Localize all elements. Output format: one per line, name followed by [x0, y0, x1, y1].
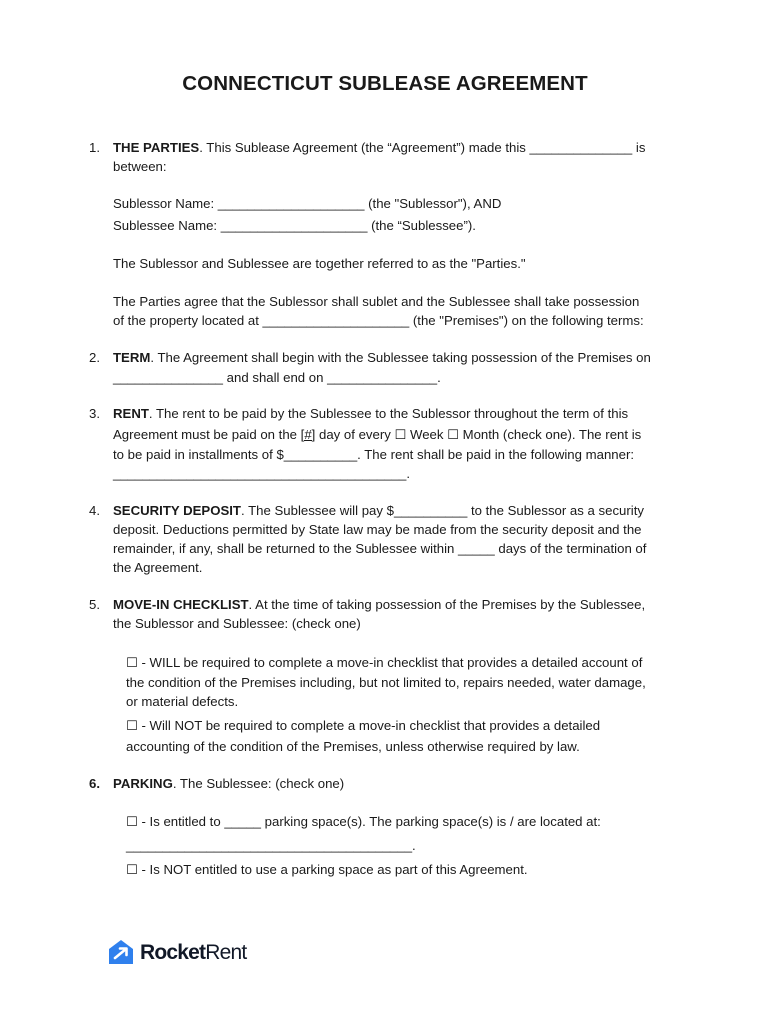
section-number: 1. [89, 140, 100, 155]
section-line: SECURITY DEPOSIT. The Sublessee will pay $__________ to the Sublessor as a security [113, 503, 644, 518]
rocket-icon [107, 939, 135, 968]
section-line: MOVE-IN CHECKLIST. At the time of taking possession of the Premises by the Sublessee, [113, 597, 646, 612]
section-line: PARKING. The Sublessee: (check one) [113, 776, 345, 791]
section-line: the Agreement. [113, 560, 203, 575]
section-line: or material defects. [126, 694, 239, 709]
section-heading: SECURITY DEPOSIT [113, 503, 241, 518]
section-number: 4. [89, 503, 100, 518]
checklist-option-will-not: ☐ - Will NOT be required to complete a move-in checklist that provides a detailed [126, 718, 601, 733]
section-line: the Sublessor and Sublessee: (check one) [113, 616, 361, 631]
section-line: TERM. The Agreement shall begin with the Sublessee taking possession of the Premises on [113, 350, 651, 365]
section-line: the condition of the Premises including, but not limited to, repairs needed, water damage, [126, 675, 646, 690]
section-line: to be paid in installments of $__________. The rent shall be paid in the following manner: [113, 447, 635, 462]
sublessor-name-line: Sublessor Name: ____________________ (the "Sublessor"), AND [113, 196, 502, 211]
section-line: RENT. The rent to be paid by the Sublessee to the Sublessor throughout the term of this [113, 406, 629, 421]
parking-option-entitled: ☐ - Is entitled to _____ parking space(s). The parking space(s) is / are located at: [126, 814, 601, 829]
section-line: The Sublessor and Sublessee are together referred to as the "Parties." [113, 256, 526, 271]
section-line: _______________________________________. [126, 838, 416, 853]
section-line: ________________________________________. [113, 466, 411, 481]
section-number: 6. [89, 776, 100, 791]
section-number: 3. [89, 406, 100, 421]
rocketrent-logo [107, 939, 246, 967]
section-heading: THE PARTIES [113, 140, 200, 155]
section-line: remainder, if any, shall be returned to the Sublessee within _____ days of the termination of [113, 541, 647, 556]
section-line: deposit. Deductions permitted by State law may be made from the security deposit and the [113, 522, 642, 537]
section-heading: PARKING [113, 776, 173, 791]
sublessee-name-line: Sublessee Name: ____________________ (the “Sublessee”). [113, 218, 476, 233]
section-line: accounting of the condition of the Premises, unless otherwise required by law. [126, 739, 580, 754]
section-number: 5. [89, 597, 100, 612]
section-heading: TERM [113, 350, 151, 365]
section-line: Agreement must be paid on the [#] day of every ☐ Week ☐ Month (check one). The rent is [113, 427, 642, 442]
day-placeholder: [#] [300, 427, 316, 442]
section-number: 2. [89, 350, 100, 365]
checklist-option-will: ☐ - WILL be required to complete a move-in checklist that provides a detailed account of [126, 655, 643, 670]
section-heading: MOVE-IN CHECKLIST [113, 597, 249, 612]
section-line: The Parties agree that the Sublessor shall sublet and the Sublessee shall take possession [113, 294, 640, 309]
section-line: _______________ and shall end on _______________. [113, 370, 441, 385]
document-title: CONNECTICUT SUBLEASE AGREEMENT [182, 72, 588, 95]
logo-wordmark: RocketRent [140, 941, 247, 964]
section-line: between: [113, 159, 167, 174]
parking-option-not-entitled: ☐ - Is NOT entitled to use a parking space as part of this Agreement. [126, 862, 528, 877]
section-heading: RENT [113, 406, 149, 421]
premises-line: of the property located at ____________________ (the "Premises") on the following terms: [113, 313, 644, 328]
section-line: THE PARTIES. This Sublease Agreement (the “Agreement”) made this ______________ is [113, 140, 646, 155]
